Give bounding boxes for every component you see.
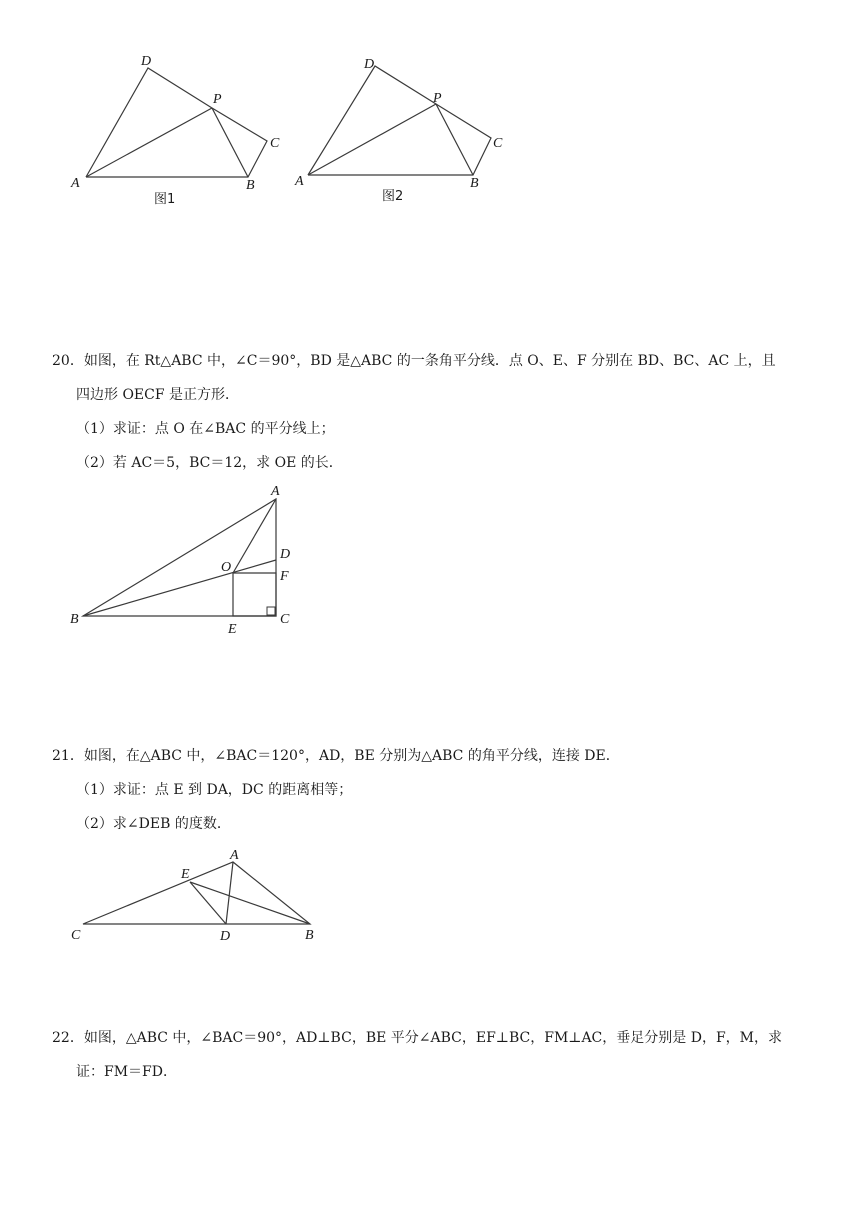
q20-label-A: A — [271, 484, 280, 499]
q20-statement-line1: 20．如图，在 Rt△ABC 中，∠C＝90°，BD 是△ABC 的一条角平分线．点 O、E、F 分别在 BD、BC、AC 上，且 — [52, 353, 776, 369]
q20-label-E: E — [228, 622, 237, 637]
fig2-segment-AP — [308, 104, 436, 175]
q20-square-OECF — [233, 573, 276, 616]
q20-triangle-ABC — [83, 499, 276, 616]
q21-label-B: B — [305, 928, 314, 943]
q20-label-C: C — [280, 612, 290, 627]
q21-segment-AD — [226, 862, 233, 924]
fig1-label-B: B — [246, 178, 255, 193]
q20-figure — [60, 478, 320, 643]
q22-statement-line1: 22．如图，△ABC 中，∠BAC＝90°，AD⊥BC，BE 平分∠ABC，EF⊥BC，FM⊥AC，垂足分别是 D，F，M，求 — [52, 1030, 782, 1046]
fig2-label-B: B — [470, 176, 479, 191]
q21-label-D: D — [220, 929, 231, 944]
q20-label-O: O — [221, 560, 232, 575]
q21-label-A: A — [230, 848, 239, 863]
q20-statement-line2: 四边形 OECF 是正方形． — [76, 387, 240, 403]
q21-part2: （2）求∠DEB 的度数． — [76, 816, 231, 832]
q21-part1: （1）求证：点 E 到 DA，DC 的距离相等； — [76, 782, 353, 798]
q20-segment-BD — [83, 560, 276, 616]
fig1-label-P: P — [213, 92, 222, 107]
fig1-label-C: C — [270, 136, 280, 151]
fig1-caption: 图1 — [154, 192, 176, 207]
fig2-label-P: P — [433, 91, 442, 106]
fig1-segment-AP — [86, 108, 212, 177]
q21-triangle-ABC — [83, 862, 310, 924]
q21-label-C: C — [71, 928, 81, 943]
q20-label-D: D — [280, 547, 291, 562]
fig2-label-A: A — [295, 174, 304, 189]
q21-statement-line1: 21．如图，在△ABC 中，∠BAC＝120°，AD，BE 分别为△ABC 的角平分线，连接 DE． — [52, 748, 620, 764]
figure-1 — [60, 50, 300, 220]
q20-label-F: F — [280, 569, 289, 584]
fig2-segment-PB — [436, 104, 473, 175]
figure-2 — [290, 50, 530, 220]
fig1-label-D: D — [141, 54, 152, 69]
q20-part1: （1）求证：点 O 在∠BAC 的平分线上； — [76, 421, 335, 437]
q21-figure — [60, 845, 340, 950]
q20-right-angle-mark — [267, 607, 275, 615]
fig1-label-A: A — [71, 176, 80, 191]
q20-label-B: B — [70, 612, 79, 627]
fig2-outline — [308, 66, 491, 175]
fig2-caption: 图2 — [382, 189, 404, 204]
fig2-label-D: D — [364, 57, 375, 72]
q22-statement-line2: 证：FM＝FD． — [76, 1064, 177, 1080]
q21-label-E: E — [181, 867, 190, 882]
fig2-label-C: C — [493, 136, 503, 151]
q20-part2: （2）若 AC＝5，BC＝12，求 OE 的长． — [76, 455, 343, 471]
